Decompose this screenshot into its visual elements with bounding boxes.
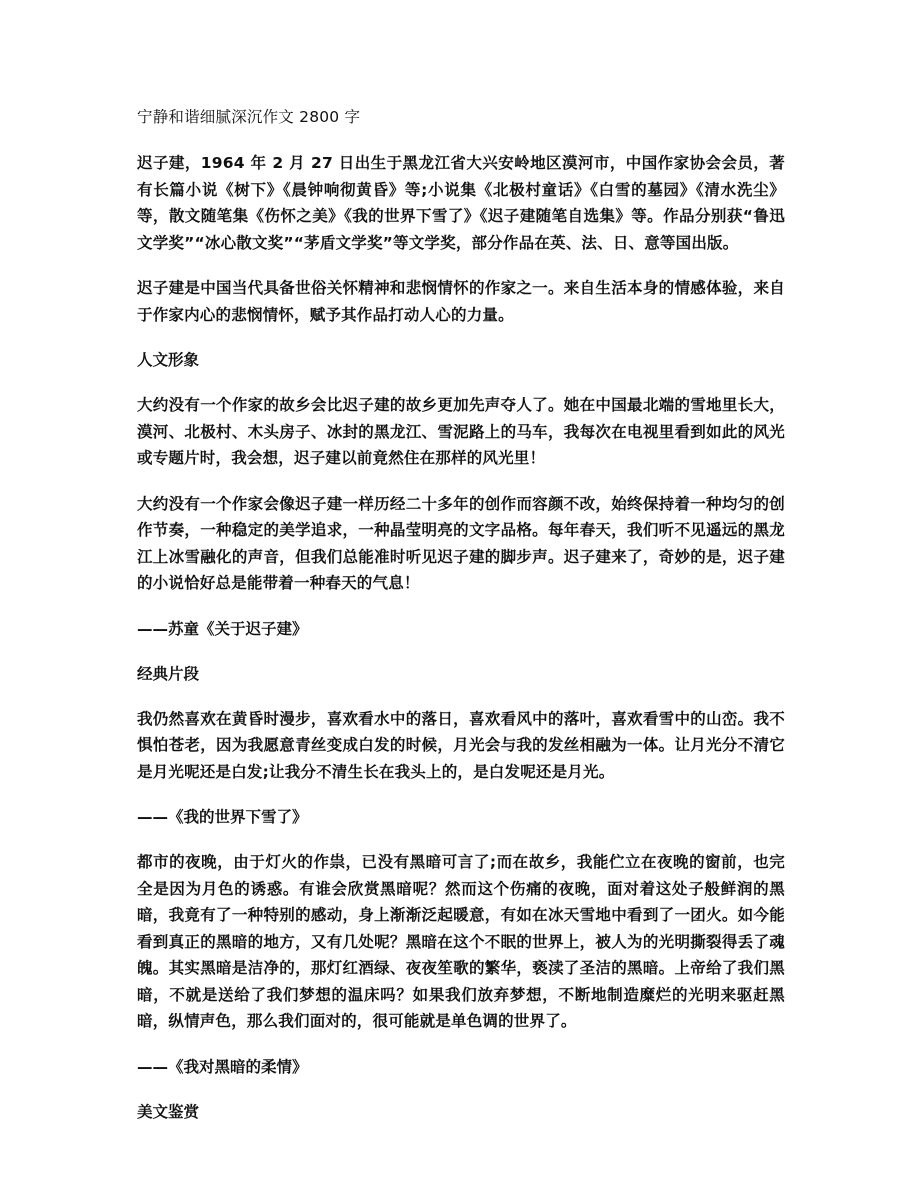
body-paragraph: 我仍然喜欢在黄昏时漫步，喜欢看水中的落日，喜欢看风中的落叶，喜欢看雪中的山峦。我不惧怕苍老，因为我愿意青丝变成白发的时候，月光会与我的发丝相融为一体。让月光分不清它是月光呢还是白发;让我分不清生长在我头上的，是白发呢还是月光。 [137, 709, 785, 781]
body-paragraph: 大约没有一个作家的故乡会比迟子建的故乡更加先声夺人了。她在中国最北端的雪地里长大，漠河、北极村、木头房子、冰封的黑龙江、雪泥路上的马车，我每次在电视里看到如此的风光或专题片时，我会想，迟子建以前竟然住在那样的风光里！ [137, 396, 785, 467]
section-heading-renwen: 人文形象 [137, 351, 200, 369]
body-paragraph: 大约没有一个作家会像迟子建一样历经二十多年的创作而容颜不改，始终保持着一种均匀的创作节奏，一种稳定的美学追求，一种晶莹明亮的文字品格。每年春天，我们听不见遥远的黑龙江上冰雪融化的声音，但我们总能准时听见迟子建的脚步声。迟子建来了，奇妙的是，迟子建的小说恰好总是能带着一种春天的气息！ [137, 494, 785, 592]
document-page [137, 104, 785, 1144]
section-heading-jingdian: 经典片段 [137, 664, 200, 683]
intro-paragraph: 迟子建，1964 年 2 月 27 日出生于黑龙江省大兴安岭地区漠河市，中国作家协会会员，著有长篇小说《树下》《晨钟响彻黄昏》等;小说集《北极村童话》《白雪的墓园》《清水洗尘》等，散文随笔集《伤怀之美》《我的世界下雪了》《迟子建随笔自选集》等。作品分别获“鲁迅文学奖”“冰心散文奖”“茅盾文学奖”等文学奖，部分作品在英、法、日、意等国出版。 [137, 154, 785, 252]
document-title: 宁静和谐细腻深沉作文 2800 字 [137, 108, 361, 126]
quote-source: ——苏童《关于迟子建》 [137, 619, 308, 638]
quote-source: ——《我的世界下雪了》 [137, 808, 308, 826]
section-heading-meiwen: 美文鉴赏 [137, 1102, 200, 1121]
body-paragraph: 都市的夜晚，由于灯火的作祟，已没有黑暗可言了;而在故乡，我能伫立在夜晚的窗前，也完全是因为月色的诱惑。有谁会欣赏黑暗呢？然而这个伤痛的夜晚，面对着这处子般鲜润的黑暗，我竟有了一种特别的感动，身上渐渐泛起暖意，有如在冰天雪地中看到了一团火。如今能看到真正的黑暗的地方，又有几处呢？黑暗在这个不眠的世界上，被人为的光明撕裂得丢了魂魄。其实黑暗是洁净的，那灯红酒绿、夜夜笙歌的繁华，亵渎了圣洁的黑暗。上帝给了我们黑暗，不就是送给了我们梦想的温床吗？如果我们放弃梦想，不断地制造糜烂的光明来驱赶黑暗，纵情声色，那么我们面对的，很可能就是单色调的世界了。 [137, 853, 785, 1030]
intro-paragraph-2: 迟子建是中国当代具备世俗关怀精神和悲悯情怀的作家之一。来自生活本身的情感体验，来自于作家内心的悲悯情怀，赋予其作品打动人心的力量。 [137, 279, 785, 324]
quote-source: ——《我对黑暗的柔情》 [137, 1057, 308, 1076]
